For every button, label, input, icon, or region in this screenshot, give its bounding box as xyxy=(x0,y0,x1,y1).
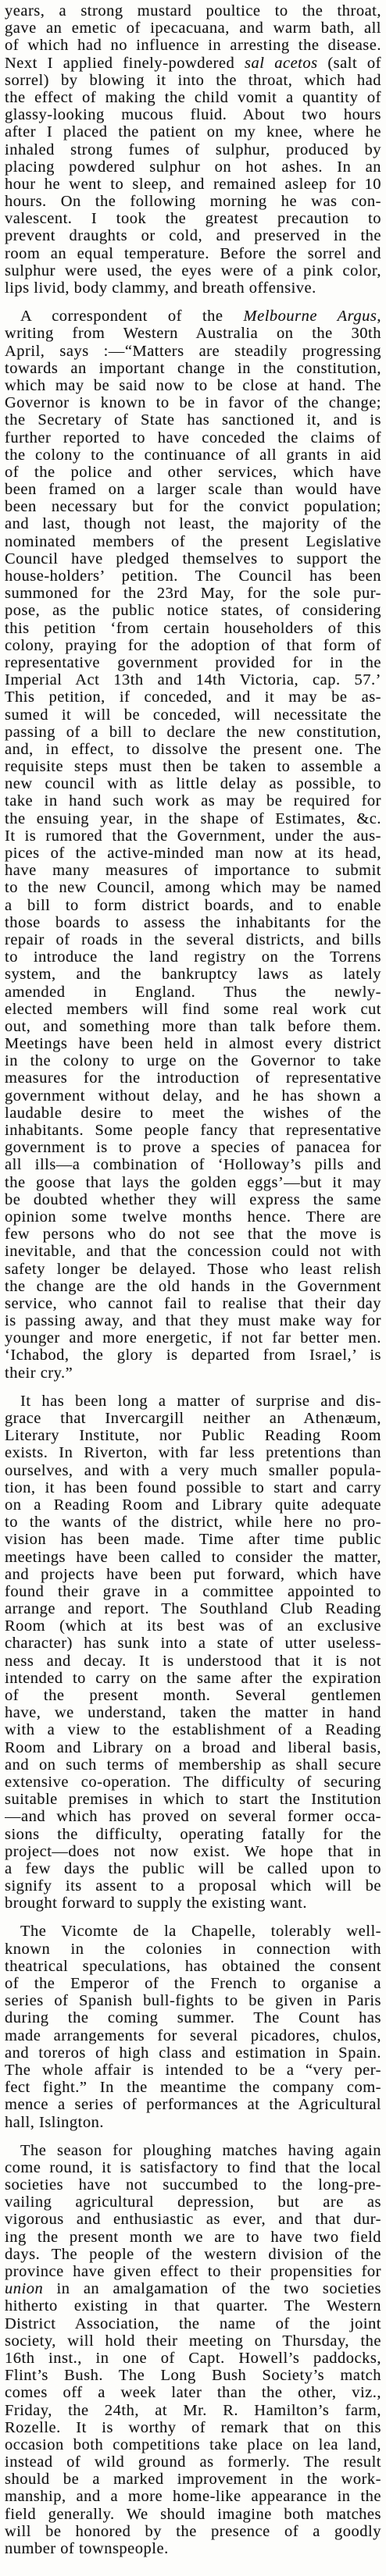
text-line: The season for ploughing matches having again xyxy=(20,2141,381,2159)
paragraph xyxy=(5,1393,381,1912)
italic-text: Melbourne Argus xyxy=(243,308,377,326)
text-line: come round, it is satisfactory to find that the local xyxy=(5,2158,381,2176)
text-line: Friday, the 24th, at Mr. R. Hamilton’s farm, xyxy=(5,2401,381,2419)
text-line: have, we understand, taken the matter in hand xyxy=(5,1704,381,1722)
text-line: be doubted whether they will express the same xyxy=(5,1190,381,1208)
text-line: days. The people of the western division of the xyxy=(5,2245,381,2263)
text-line: of the police and other services, which have xyxy=(5,463,381,481)
text-line: should be a marked improvement in the work- xyxy=(5,2471,381,2489)
text-line: and projects have been put forward, which have xyxy=(5,1565,381,1583)
text-line: society, will hold their meeting on Thursday, the xyxy=(5,2332,381,2350)
text-line: which may be said now to be close at hand. The xyxy=(5,376,381,394)
text-line: April, says :—“Matters are steadily progressing xyxy=(5,342,381,360)
text-segment: (salt of xyxy=(317,54,381,72)
text-line: Literary Institute, nor Public Reading Room xyxy=(5,1427,381,1445)
text-line: arrange and report. The Southland Club Reading xyxy=(5,1600,381,1618)
text-line: to the wants of the district, while here no pro- xyxy=(5,1514,381,1532)
text-line: house-holders’ petition. The Council has been xyxy=(5,568,381,585)
text-line: Council have pledged themselves to support the xyxy=(5,550,381,568)
text-line: hitherto existing in that quarter. The Western xyxy=(5,2297,381,2315)
text-line: been framed on a larger scale than would have xyxy=(5,481,381,499)
text-line: after I placed the patient on my knee, where he xyxy=(5,123,381,141)
text-line: room an equal temperature. Before the sorrel and xyxy=(5,244,381,262)
text-segment: in an amalgamation of the two societies xyxy=(43,2280,381,2298)
text-line: the Secretary of State has sanctioned it, and is xyxy=(5,411,381,429)
text-line: theatrical speculations, has obtained the consent xyxy=(5,1957,381,1975)
text-line: pices of the active-minded man now at its head, xyxy=(5,845,381,862)
text-line: meetings have been called to consider the matter, xyxy=(5,1548,381,1566)
text-line: vision has been made. Time after time public xyxy=(5,1531,381,1549)
text-line: exists. In Riverton, with far less pretentions than xyxy=(5,1444,381,1462)
text-line: amended in England. Thus the newly- xyxy=(5,983,381,1001)
text-line: prevent draughts or cold, and preserved in the xyxy=(5,227,381,245)
text-line: laudable desire to meet the wishes of the xyxy=(5,1104,381,1122)
article-body xyxy=(5,2,381,2557)
text-line: grace that Invercargill neither an Athenæum, xyxy=(5,1410,381,1427)
text-line: glassy-looking mucous fluid. About two hours xyxy=(5,106,381,124)
text-line: measures for the introduction of representative xyxy=(5,1069,381,1087)
text-line: sorrel) by blowing it into the throat, which had xyxy=(5,71,381,89)
text-line: province have given effect to their propensities for xyxy=(5,2263,381,2280)
text-line: government is to prove a species of panacea for xyxy=(5,1139,381,1157)
text-line: take in hand such work as may be required for xyxy=(5,792,381,810)
text-line: comes off a week later than the other, viz., xyxy=(5,2384,381,2402)
text-line: District Association, the name of the joint xyxy=(5,2314,381,2332)
text-line: Room and Library on a broad and liberal basis, xyxy=(5,1738,381,1756)
text-line: will be honored by the presence of a goodly xyxy=(5,2522,381,2540)
text-line: repair of roads in the several districts, and bills xyxy=(5,930,381,948)
text-line: out, and something more than talk before them. xyxy=(5,1017,381,1035)
text-line: the goose that lays the golden eggs’—but it may xyxy=(5,1173,381,1191)
text-line: passing of a bill to declare the new constitution, xyxy=(5,723,381,741)
text-line: ourselves, and with a very much smaller popula- xyxy=(5,1461,381,1479)
text-line: manship, and a more home-like appearance in the xyxy=(5,2488,381,2506)
text-line: new council with as little delay as possible, to xyxy=(5,775,381,793)
text-segment: Next I applied finely-powdered xyxy=(5,54,245,72)
text-line: nominated members of the present Legislative xyxy=(5,532,381,550)
text-line xyxy=(5,308,381,325)
text-line: this petition ‘from certain householders of this xyxy=(5,619,381,637)
text-line: Flint’s Bush. The Long Bush Society’s match xyxy=(5,2367,381,2385)
text-line: made arrangements for several picadores, chulos, xyxy=(5,2026,381,2044)
paragraph xyxy=(5,308,381,1382)
text-line: the effect of making the child vomit a quantity of xyxy=(5,88,381,106)
text-line: to the new Council, among which may be named xyxy=(5,879,381,897)
text-line: Imperial Act 13th and 14th Victoria, cap. 57.’ xyxy=(5,671,381,689)
text-line: writing from Western Australia on the 30th xyxy=(5,325,381,343)
text-line: tion, it has been found possible to start and carry xyxy=(5,1478,381,1496)
text-line: vigorous and enthusiastic as ever, and that dur- xyxy=(5,2211,381,2229)
text-line: valescent. I took the greatest precaution to xyxy=(5,210,381,228)
text-line: of the present month. Several gentlemen xyxy=(5,1687,381,1704)
text-line: with a view to the establishment of a Reading xyxy=(5,1721,381,1739)
text-line: on a Reading Room and Library quite adequate xyxy=(5,1496,381,1514)
text-line: opinion some twelve months hence. There are xyxy=(5,1208,381,1226)
text-line: and toreros of high class and estimation in Spain. xyxy=(5,2044,381,2062)
paragraph xyxy=(5,2142,381,2558)
text-line: and last, though not least, the majority of the xyxy=(5,515,381,533)
text-line: occasion both competitions take place on lea land, xyxy=(5,2435,381,2453)
text-line: signify its assent to a proposal which will be xyxy=(5,1877,381,1895)
text-line: service, who cannot fail to realise that their day xyxy=(5,1294,381,1312)
text-line: number of townspeople. xyxy=(5,2540,169,2557)
text-line: younger and more energetic, if not far better men. xyxy=(5,1329,381,1347)
text-line: series of Spanish bull-fights to be given in Paris xyxy=(5,1992,381,2010)
text-line: the colony to the continuance of all grants in aid xyxy=(5,446,381,464)
text-line: and on such terms of membership as shall secure xyxy=(5,1756,381,1774)
text-line: ‘Ichabod, the glory is departed from Israel,’ is xyxy=(5,1347,381,1364)
text-line: inhaled strong fumes of sulphur, produced by xyxy=(5,141,381,158)
text-segment: , xyxy=(377,308,381,326)
text-line: representative government provided for in the xyxy=(5,653,381,671)
text-line: hall, Islington. xyxy=(5,2113,105,2131)
text-line: found their grave in a committee appointed to xyxy=(5,1582,381,1600)
text-line: in the colony to urge on the Governor to take xyxy=(5,1052,381,1070)
text-line: brought forward to supply the existing want. xyxy=(5,1895,307,1912)
text-line: a bill to form district boards, and to enable xyxy=(5,896,381,914)
text-line: summoned for the 23rd May, for the sole pur- xyxy=(5,585,381,603)
text-line: 16th inst., in one of Capt. Howell’s paddocks, xyxy=(5,2349,381,2367)
italic-text: sal acetos xyxy=(245,54,318,72)
text-line: intended to carry on the same after the expiration xyxy=(5,1669,381,1687)
text-line: few persons who do not see that the move is xyxy=(5,1226,381,1244)
text-line: requisite steps must then be taken to assemble a xyxy=(5,758,381,776)
text-line: hours. On the following morning he was con- xyxy=(5,193,381,211)
text-line: ing the present month we are to have two field xyxy=(5,2228,381,2246)
text-line: have many measures of importance to submit xyxy=(5,862,381,880)
text-line: fect fight.” In the meantime the company com- xyxy=(5,2079,381,2097)
text-line: to introduce the land registry on the Torrens xyxy=(5,948,381,966)
text-line: of the Emperor of the French to organise a xyxy=(5,1975,381,1992)
text-line: project—does not now exist. We hope that in xyxy=(5,1842,381,1860)
text-segment: A correspondent of the xyxy=(20,308,244,326)
text-line: hour he went to sleep, and remained asleep for 10 xyxy=(5,175,381,193)
text-line: of which had no influence in arresting the disease. xyxy=(5,37,381,55)
paragraph xyxy=(5,1923,381,2130)
text-line: lips livid, body clammy, and breath offensive. xyxy=(5,279,316,297)
text-line: sumed it will be conceded, will necessitate the xyxy=(5,706,381,724)
text-line: system, and the bankruptcy laws as lately xyxy=(5,966,381,984)
text-line: during the coming summer. The Count has xyxy=(5,2009,381,2027)
text-line: those boards to assess the inhabitants for the xyxy=(5,913,381,931)
text-line: known in the colonies in connection with xyxy=(5,1940,381,1958)
text-line: pose, as the public notice states, of considering xyxy=(5,602,381,620)
text-line: government without delay, and he has shown a xyxy=(5,1087,381,1105)
text-line: vailing agricultural depression, but are as xyxy=(5,2194,381,2211)
text-line: Governor is known to be in favor of the change; xyxy=(5,394,381,412)
text-line: towards an important change in the constitution, xyxy=(5,359,381,377)
text-line: a few days the public will be called upon to xyxy=(5,1859,381,1877)
text-line: inhabitants. Some people fancy that representative xyxy=(5,1122,381,1139)
text-line: sions the difficulty, operating fatally for the xyxy=(5,1825,381,1843)
text-line: mence a series of performances at the Agricultural xyxy=(5,2096,381,2114)
text-line: ness and decay. It is understood that it is not xyxy=(5,1652,381,1670)
text-line: been necessary but for the convict population; xyxy=(5,498,381,516)
text-line: elected members will find some real work cut xyxy=(5,1000,381,1018)
text-line: safety longer be delayed. Those who least relish xyxy=(5,1260,381,1278)
italic-text: union xyxy=(5,2280,44,2298)
text-line: It is rumored that the Government, under the aus- xyxy=(5,827,381,845)
text-line: sulphur were used, the eyes were of a pink color, xyxy=(5,262,381,279)
text-line: their cry.” xyxy=(5,1364,73,1382)
text-line: The whole affair is intended to be a “very per- xyxy=(5,2061,381,2079)
text-line xyxy=(5,2280,381,2297)
text-line: character) has sunk into a state of utter useless- xyxy=(5,1635,381,1653)
paragraph xyxy=(5,2,381,297)
text-line: Rozelle. It is worthy of remark that on this xyxy=(5,2418,381,2436)
text-line: years, a strong mustard poultice to the throat, xyxy=(5,2,381,20)
text-line: further reported to have conceded the claims of xyxy=(5,429,381,447)
text-line: field generally. We should imagine both matches xyxy=(5,2505,381,2523)
text-line: placing powdered sulphur on hot ashes. In an xyxy=(5,158,381,176)
text-line: and, in effect, to dissolve the present one. The xyxy=(5,740,381,758)
text-line: the change are the old hands in the Government xyxy=(5,1277,381,1295)
text-line: Room (which at its best was of an exclusive xyxy=(5,1617,381,1635)
text-line: gave an emetic of ipecacuana, and warm bath, all xyxy=(5,20,381,37)
text-line: —and which has proved on several former occa- xyxy=(5,1808,381,1826)
text-line: This petition, if conceded, and it may be as- xyxy=(5,688,381,706)
text-line: Meetings have been held in almost every district xyxy=(5,1035,381,1053)
text-line: all ills—a combination of ‘Holloway’s pills and xyxy=(5,1156,381,1174)
text-line: societies have not succumbed to the long-pre- xyxy=(5,2176,381,2194)
text-line: It has been long a matter of surprise and dis- xyxy=(20,1392,381,1410)
text-line: the ensuing year, in the shape of Estimates, &c. xyxy=(5,809,381,827)
text-line: is passing away, and that they must make way for xyxy=(5,1312,381,1330)
text-line: suitable premises in which to start the Institution xyxy=(5,1791,381,1809)
text-line: colony, praying for the adoption of that form of xyxy=(5,636,381,654)
text-line xyxy=(5,55,381,72)
text-line: extensive co-operation. The difficulty of securing xyxy=(5,1773,381,1791)
text-line: instead of wild ground as formerly. The result xyxy=(5,2453,381,2471)
text-line: inevitable, and that the concession could not with xyxy=(5,1243,381,1261)
text-line: The Vicomte de la Chapelle, tolerably well- xyxy=(20,1923,381,1941)
